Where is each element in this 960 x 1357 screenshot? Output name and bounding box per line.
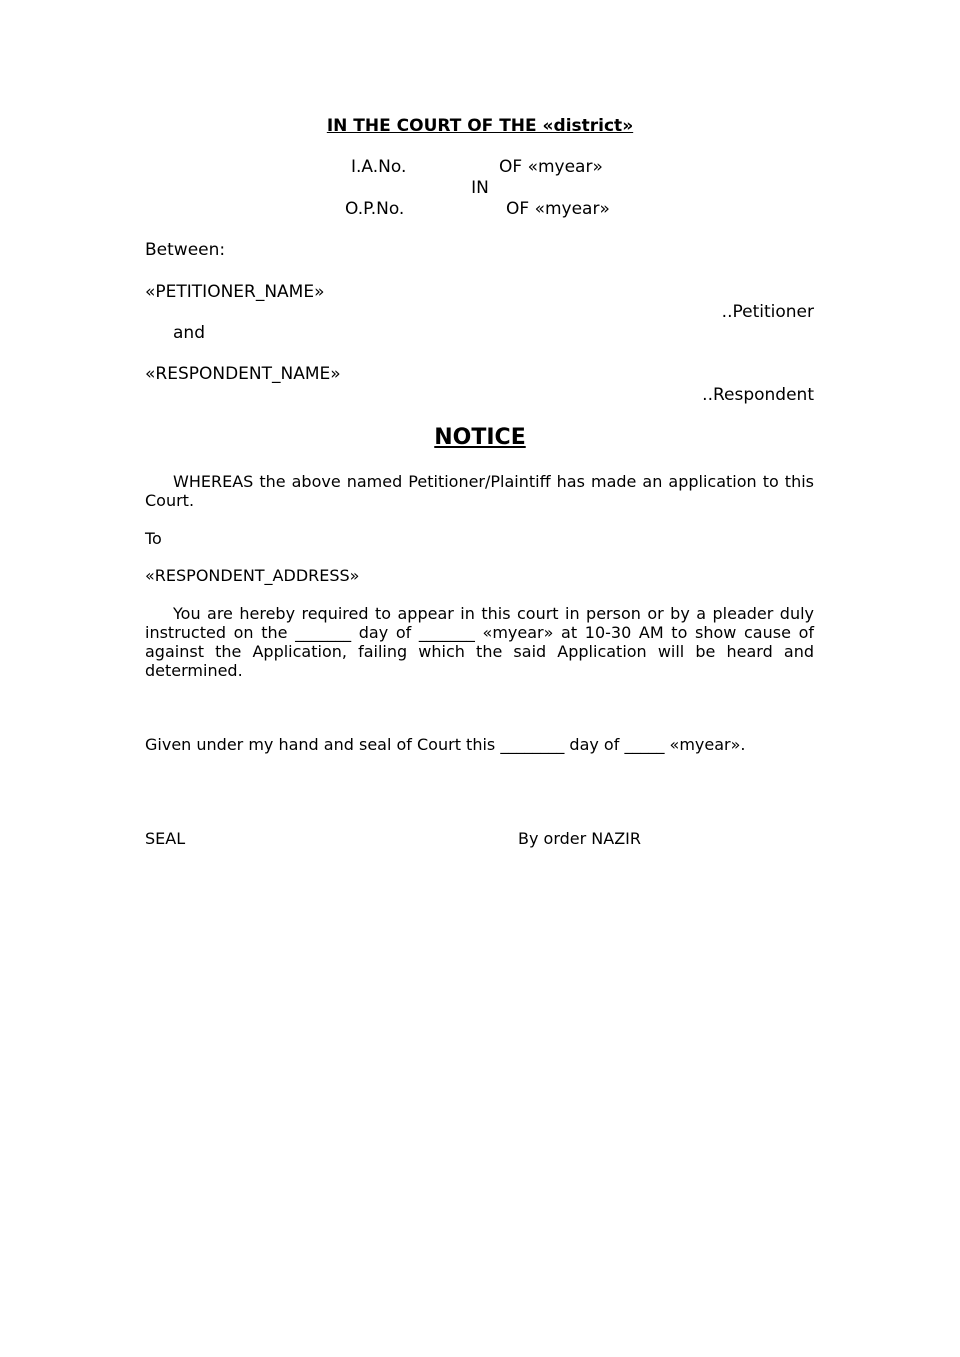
to-label: To: [145, 529, 162, 548]
op-number-label: O.P.No.: [345, 199, 405, 219]
whereas-paragraph: WHEREAS the above named Petitioner/Plaintiff has made an application to this Court.: [145, 472, 814, 510]
notice-title: NOTICE: [434, 425, 526, 450]
seal-label: SEAL: [145, 829, 186, 848]
given-under-hand-line: Given under my hand and seal of Court this ________ day of _____ «myear».: [145, 735, 746, 754]
between-label: Between:: [145, 240, 226, 260]
petitioner-name: «PETITIONER_NAME»: [145, 282, 325, 302]
petitioner-role: ..Petitioner: [721, 302, 814, 322]
ia-year: OF «myear»: [499, 157, 603, 177]
court-title: IN THE COURT OF THE «district»: [326, 116, 634, 136]
and-label: and: [173, 323, 205, 343]
respondent-role: ..Respondent: [702, 385, 814, 405]
appear-paragraph: You are hereby required to appear in this court in person or by a pleader duly instructed on the _______ day of _______ «myear» at 10-30 AM to show cause of against the Application, failing which the said Application will be heard and determined.: [145, 604, 814, 680]
in-label: IN: [471, 178, 489, 198]
ia-number-label: I.A.No.: [351, 157, 407, 177]
op-year: OF «myear»: [506, 199, 610, 219]
respondent-name: «RESPONDENT_NAME»: [145, 364, 341, 384]
respondent-address: «RESPONDENT_ADDRESS»: [145, 566, 360, 585]
by-order-nazir: By order NAZIR: [518, 829, 641, 848]
